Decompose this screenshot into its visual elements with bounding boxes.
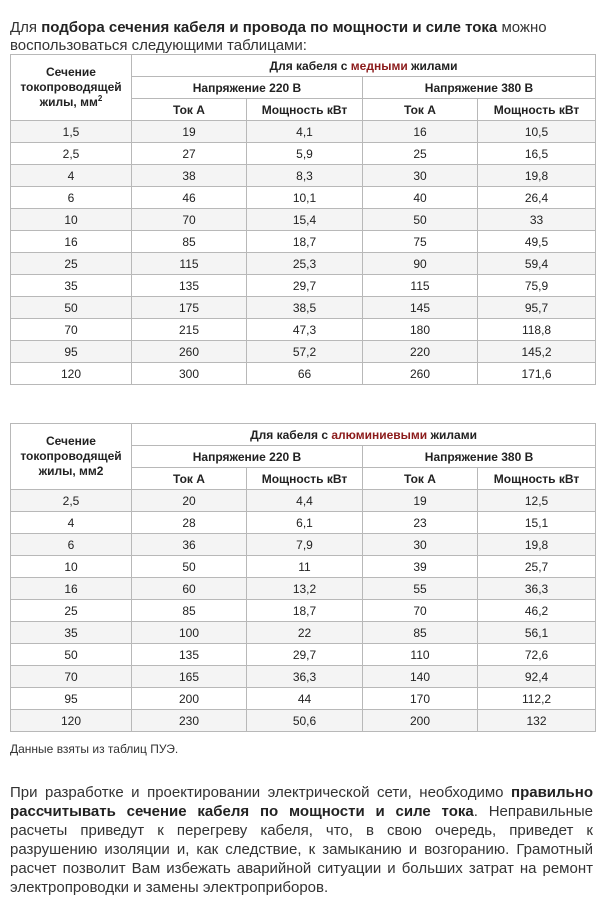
power-380-cell: 49,5 (478, 231, 596, 253)
current-220-cell: 27 (132, 143, 247, 165)
power-220-cell: 11 (247, 556, 363, 578)
power-220-cell: 25,3 (247, 253, 363, 275)
current-380-cell: 30 (363, 534, 478, 556)
power-220-cell: 22 (247, 622, 363, 644)
power-380-cell: 75,9 (478, 275, 596, 297)
current-380-cell: 19 (363, 490, 478, 512)
table-row (11, 666, 596, 688)
power-380-cell: 132 (478, 710, 596, 732)
current-220-cell: 19 (132, 121, 247, 143)
current-380-cell: 39 (363, 556, 478, 578)
current-380-cell: 55 (363, 578, 478, 600)
section-cell: 95 (11, 341, 132, 363)
power-220-cell: 50,6 (247, 710, 363, 732)
power-380-cell: 26,4 (478, 187, 596, 209)
power-220-cell: 13,2 (247, 578, 363, 600)
power-380-cell: 56,1 (478, 622, 596, 644)
outro-paragraph (10, 783, 593, 897)
current-380-cell: 200 (363, 710, 478, 732)
section-cell: 70 (11, 666, 132, 688)
current-220-cell: 70 (132, 209, 247, 231)
power-380-cell: 95,7 (478, 297, 596, 319)
current-220-cell: 46 (132, 187, 247, 209)
current-380-cell: 260 (363, 363, 478, 385)
current-220-cell: 135 (132, 275, 247, 297)
power-380-cell: 25,7 (478, 556, 596, 578)
power-220-cell: 18,7 (247, 231, 363, 253)
power-220-cell: 5,9 (247, 143, 363, 165)
power-380-cell: 10,5 (478, 121, 596, 143)
current-220-cell: 38 (132, 165, 247, 187)
section-cell: 10 (11, 209, 132, 231)
section-header: Сечение токопроводящей жилы, мм2 (11, 424, 132, 490)
current-380-cell: 110 (363, 644, 478, 666)
power-220-cell: 36,3 (247, 666, 363, 688)
current-220-cell: 28 (132, 512, 247, 534)
current-220-cell: 135 (132, 644, 247, 666)
aluminum-metal-word: алюминиевыми (331, 427, 428, 442)
table-row (11, 253, 596, 275)
current-220-cell: 20 (132, 490, 247, 512)
power-220-cell: 29,7 (247, 644, 363, 666)
power-380-cell: 36,3 (478, 578, 596, 600)
power-220-cell: 29,7 (247, 275, 363, 297)
section-cell: 10 (11, 556, 132, 578)
current-380-header: Ток А (363, 468, 478, 490)
table-row (11, 165, 596, 187)
table-row (11, 512, 596, 534)
current-380-cell: 23 (363, 512, 478, 534)
table-row (11, 275, 596, 297)
power-380-header: Мощность кВт (478, 99, 596, 121)
aluminum-table-body (11, 490, 596, 732)
current-220-cell: 300 (132, 363, 247, 385)
intro-text-bold: подбора сечения кабеля и провода по мощности и силе тока (41, 19, 498, 36)
current-380-cell: 25 (363, 143, 478, 165)
section-cell: 1,5 (11, 121, 132, 143)
copper-table-body (11, 121, 596, 385)
power-380-cell: 92,4 (478, 666, 596, 688)
power-220-cell: 66 (247, 363, 363, 385)
intro-text-pre: Для (10, 19, 42, 36)
current-220-cell: 60 (132, 578, 247, 600)
power-380-cell: 72,6 (478, 644, 596, 666)
current-380-cell: 50 (363, 209, 478, 231)
outro-text-pre: При разработке и проектировании электрической сети, необходимо (10, 784, 512, 801)
power-220-cell: 57,2 (247, 341, 363, 363)
power-220-header: Мощность кВт (247, 468, 363, 490)
current-380-cell: 90 (363, 253, 478, 275)
section-cell: 16 (11, 231, 132, 253)
table-row (11, 187, 596, 209)
section-cell: 25 (11, 253, 132, 275)
table-row (11, 490, 596, 512)
section-cell: 2,5 (11, 143, 132, 165)
current-220-cell: 165 (132, 666, 247, 688)
table-row (11, 578, 596, 600)
power-380-cell: 33 (478, 209, 596, 231)
current-220-cell: 50 (132, 556, 247, 578)
voltage-220-header: Напряжение 220 В (132, 446, 363, 468)
power-380-cell: 46,2 (478, 600, 596, 622)
power-380-cell: 16,5 (478, 143, 596, 165)
power-220-cell: 44 (247, 688, 363, 710)
current-220-cell: 200 (132, 688, 247, 710)
table-row (11, 341, 596, 363)
table-row (11, 143, 596, 165)
current-220-cell: 85 (132, 231, 247, 253)
power-380-cell: 15,1 (478, 512, 596, 534)
section-cell: 4 (11, 165, 132, 187)
power-380-cell: 19,8 (478, 165, 596, 187)
power-220-cell: 8,3 (247, 165, 363, 187)
current-220-cell: 215 (132, 319, 247, 341)
intro-paragraph (10, 19, 598, 55)
section-cell: 50 (11, 644, 132, 666)
section-cell: 4 (11, 512, 132, 534)
current-380-cell: 170 (363, 688, 478, 710)
section-cell: 6 (11, 187, 132, 209)
section-cell: 16 (11, 578, 132, 600)
current-220-cell: 85 (132, 600, 247, 622)
section-cell: 120 (11, 363, 132, 385)
table-row (11, 231, 596, 253)
current-220-cell: 230 (132, 710, 247, 732)
current-220-header: Ток А (132, 468, 247, 490)
current-220-cell: 36 (132, 534, 247, 556)
section-cell: 25 (11, 600, 132, 622)
section-cell: 35 (11, 622, 132, 644)
power-380-cell: 59,4 (478, 253, 596, 275)
aluminum-cable-table (10, 423, 596, 732)
current-220-cell: 175 (132, 297, 247, 319)
source-note: Данные взяты из таблиц ПУЭ. (10, 742, 179, 756)
table-row (11, 710, 596, 732)
power-220-cell: 38,5 (247, 297, 363, 319)
current-380-cell: 75 (363, 231, 478, 253)
table-row (11, 622, 596, 644)
current-380-cell: 30 (363, 165, 478, 187)
copper-metal-word: медными (350, 58, 408, 73)
table-row (11, 319, 596, 341)
power-380-header: Мощность кВт (478, 468, 596, 490)
current-380-cell: 220 (363, 341, 478, 363)
current-220-header: Ток А (132, 99, 247, 121)
section-cell: 35 (11, 275, 132, 297)
current-380-cell: 40 (363, 187, 478, 209)
current-220-cell: 260 (132, 341, 247, 363)
table-row (11, 363, 596, 385)
section-cell: 50 (11, 297, 132, 319)
table-row (11, 600, 596, 622)
power-220-cell: 18,7 (247, 600, 363, 622)
power-220-header: Мощность кВт (247, 99, 363, 121)
power-220-cell: 47,3 (247, 319, 363, 341)
voltage-380-header: Напряжение 380 В (363, 446, 596, 468)
current-380-cell: 115 (363, 275, 478, 297)
current-380-cell: 145 (363, 297, 478, 319)
power-220-cell: 15,4 (247, 209, 363, 231)
outro-text-bold: правильно рассчитывать сечение кабеля по мощности и силе тока (10, 784, 593, 820)
table-row (11, 644, 596, 666)
section-cell: 2,5 (11, 490, 132, 512)
power-380-cell: 112,2 (478, 688, 596, 710)
section-header: Сечение токопроводящей жилы, $мм^2$ (11, 55, 132, 121)
power-380-cell: 19,8 (478, 534, 596, 556)
table-row (11, 556, 596, 578)
power-220-cell: 7,9 (247, 534, 363, 556)
table-row (11, 534, 596, 556)
power-220-cell: 6,1 (247, 512, 363, 534)
power-220-cell: 4,1 (247, 121, 363, 143)
section-cell: 70 (11, 319, 132, 341)
copper-cable-table (10, 54, 596, 385)
power-380-cell: 145,2 (478, 341, 596, 363)
power-380-cell: 118,8 (478, 319, 596, 341)
table-row (11, 688, 596, 710)
table-row (11, 297, 596, 319)
voltage-220-header: Напряжение 220 В (132, 77, 363, 99)
voltage-380-header: Напряжение 380 В (363, 77, 596, 99)
aluminum-caption: Для кабеля с алюминиевыми жилами (132, 424, 596, 446)
current-380-cell: 180 (363, 319, 478, 341)
power-380-cell: 12,5 (478, 490, 596, 512)
table-row (11, 209, 596, 231)
power-380-cell: 171,6 (478, 363, 596, 385)
section-cell: 120 (11, 710, 132, 732)
current-220-cell: 115 (132, 253, 247, 275)
intro-text-post: можно воспользоваться следующими таблицами: (10, 19, 547, 54)
outro-text-post: . Неправильные расчеты приведут к перегреву кабеля, что, в свою очередь, приведет к разрушению изоляции и, как следствие, к замыканию и возгоранию. Грамотный расчет позволит Вам избежать аварийной ситуации и больших затрат на ремонт электропроводки и замены электроприборов. (10, 803, 594, 896)
current-380-header: Ток А (363, 99, 478, 121)
power-220-cell: 4,4 (247, 490, 363, 512)
current-380-cell: 85 (363, 622, 478, 644)
section-cell: 95 (11, 688, 132, 710)
current-380-cell: 16 (363, 121, 478, 143)
section-cell: 6 (11, 534, 132, 556)
current-220-cell: 100 (132, 622, 247, 644)
current-380-cell: 70 (363, 600, 478, 622)
copper-caption: Для кабеля с медными жилами (132, 55, 596, 77)
current-380-cell: 140 (363, 666, 478, 688)
table-row (11, 121, 596, 143)
power-220-cell: 10,1 (247, 187, 363, 209)
